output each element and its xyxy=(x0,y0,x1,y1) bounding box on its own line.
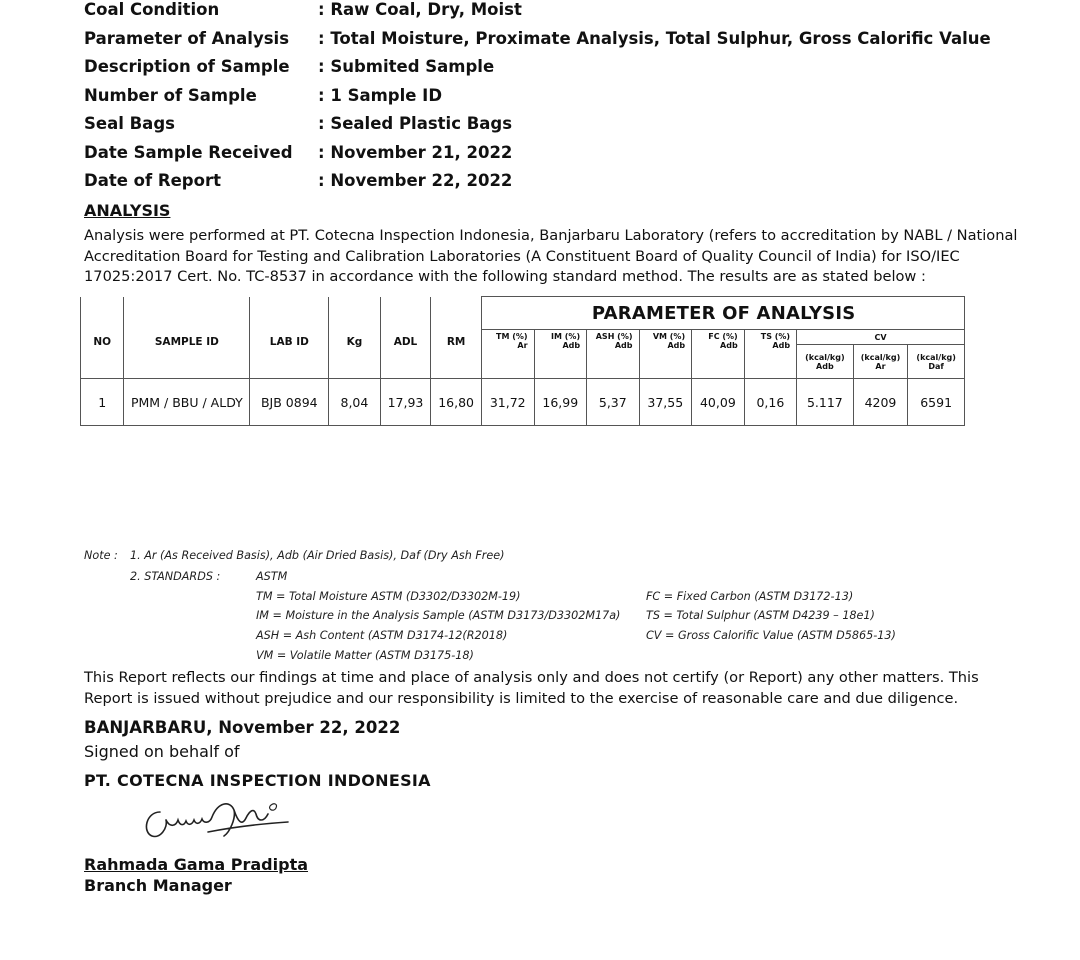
cell-cv-adb: 5.117 xyxy=(797,379,854,426)
param-name: VM (%) xyxy=(652,332,686,341)
header-sample-id: SAMPLE ID xyxy=(124,330,250,379)
cv-basis: Daf xyxy=(928,361,944,371)
param-name: FC (%) xyxy=(708,332,738,341)
place-date: BANJARBARU, November 22, 2022 xyxy=(84,718,401,737)
header-kg: Kg xyxy=(329,330,380,379)
note-2-label: 2. STANDARDS : xyxy=(130,570,221,583)
table-title: PARAMETER OF ANALYSIS xyxy=(481,297,964,330)
note-standard: TM = Total Moisture ASTM (D3302/D3302M-19) xyxy=(256,590,521,603)
cell-sample-id: PMM / BBU / ALDY xyxy=(124,379,250,426)
info-label: Date Sample Received xyxy=(84,142,293,162)
info-value: : November 22, 2022 xyxy=(318,171,513,190)
header-cv: CV xyxy=(797,330,965,345)
param-basis: Adb xyxy=(614,341,633,350)
note-standard: ASH = Ash Content (ASTM D3174-12(R2018) xyxy=(256,629,508,642)
info-label: Coal Condition xyxy=(84,0,220,19)
cell-fc: 40,09 xyxy=(692,379,745,426)
cv-unit: (kcal/kg) xyxy=(805,352,845,362)
info-label: Number of Sample xyxy=(84,85,257,105)
header-ash xyxy=(587,330,639,379)
signature-image xyxy=(138,792,298,854)
note-standard: IM = Moisture in the Analysis Sample (ASTM D3173/D3302M17a) xyxy=(256,609,621,622)
info-value: : 1 Sample ID xyxy=(318,85,443,105)
param-name: IM (%) xyxy=(551,332,581,341)
header-ts xyxy=(744,330,796,379)
note-standard: CV = Gross Calorific Value (ASTM D5865-13) xyxy=(646,629,896,642)
cell-lab-id: BJB 0894 xyxy=(250,379,329,426)
table-row xyxy=(81,379,965,426)
cell-cv-ar: 4209 xyxy=(853,379,908,426)
disclaimer: This Report reflects our findings at time and place of analysis only and does not certify (or Report) any other matters. This Report is issued without prejudice and our responsibility is limited to the exercise of reasonable care and due diligence. xyxy=(84,669,979,707)
param-basis: Adb xyxy=(667,341,686,350)
param-basis: Adb xyxy=(562,341,581,350)
cell-adl: 17,93 xyxy=(380,379,431,426)
cell-kg: 8,04 xyxy=(329,379,380,426)
cell-im: 16,99 xyxy=(534,379,587,426)
analysis-heading: ANALYSIS xyxy=(84,201,171,220)
param-basis: Adb xyxy=(720,341,738,350)
param-basis: Ar xyxy=(517,341,528,350)
cell-rm: 16,80 xyxy=(431,379,482,426)
info-value: : November 21, 2022 xyxy=(318,142,513,162)
info-label: Parameter of Analysis xyxy=(84,28,290,48)
header-cv-daf xyxy=(908,345,965,379)
cv-basis: Adb xyxy=(816,361,834,371)
signatory-name: Rahmada Gama Pradipta xyxy=(84,855,309,874)
header-fc xyxy=(692,330,745,379)
header-adl: ADL xyxy=(380,330,431,379)
header-tm xyxy=(481,330,534,379)
info-label: Seal Bags xyxy=(84,114,175,133)
cell-cv-daf: 6591 xyxy=(908,379,965,426)
cell-tm: 31,72 xyxy=(481,379,534,426)
info-value: : Raw Coal, Dry, Moist xyxy=(318,0,522,19)
cell-vm: 37,55 xyxy=(639,379,692,426)
signatory-title: Branch Manager xyxy=(84,876,232,895)
info-value: : Submited Sample xyxy=(318,57,495,76)
signed-on-behalf: Signed on behalf of xyxy=(84,742,240,761)
header-vm xyxy=(639,330,692,379)
note-standard: TS = Total Sulphur (ASTM D4239 – 18e1) xyxy=(646,609,875,622)
info-value: : Total Moisture, Proximate Analysis, Total Sulphur, Gross Calorific Value xyxy=(318,28,991,48)
info-label: Date of Report xyxy=(84,171,221,190)
analysis-text: Analysis were performed at PT. Cotecna Inspection Indonesia, Banjarbaru Laboratory (refers to accreditation by NABL / National Accreditation Board for Testing and Calibration Laboratories (A Constituent Board of Quality Council of India) for ISO/IEC 17025:2017 Cert. No. TC-8537 in accordance with the following standard method. The results are as stated below : xyxy=(84,227,1018,285)
header-rm: RM xyxy=(431,330,482,379)
param-name: TS (%) xyxy=(760,332,791,341)
info-value: : Sealed Plastic Bags xyxy=(318,114,513,133)
note-standard: FC = Fixed Carbon (ASTM D3172-13) xyxy=(646,590,854,603)
note-standard: VM = Volatile Matter (ASTM D3175-18) xyxy=(256,649,474,662)
note-1: 1. Ar (As Received Basis), Adb (Air Dried Basis), Daf (Dry Ash Free) xyxy=(130,549,505,562)
info-label: Description of Sample xyxy=(84,57,290,76)
header-no: NO xyxy=(81,330,124,379)
param-name: ASH (%) xyxy=(595,332,633,341)
note-2-value: ASTM xyxy=(256,570,288,583)
company-name: PT. COTECNA INSPECTION INDONESIA xyxy=(84,771,431,790)
cv-unit: (kcal/kg) xyxy=(860,352,901,362)
header-cv-ar xyxy=(853,345,908,379)
note-label: Note : xyxy=(84,549,118,562)
header-lab-id: LAB ID xyxy=(250,330,329,379)
cv-basis: Ar xyxy=(875,361,886,371)
header-cv-adb xyxy=(797,345,854,379)
cell-ash: 5,37 xyxy=(587,379,639,426)
header-im xyxy=(534,330,587,379)
param-name: TM (%) xyxy=(495,332,528,341)
results-table xyxy=(80,296,965,426)
cell-no: 1 xyxy=(81,379,124,426)
param-basis: Adb xyxy=(772,341,791,350)
cell-ts: 0,16 xyxy=(744,379,796,426)
cv-unit: (kcal/kg) xyxy=(916,352,956,362)
